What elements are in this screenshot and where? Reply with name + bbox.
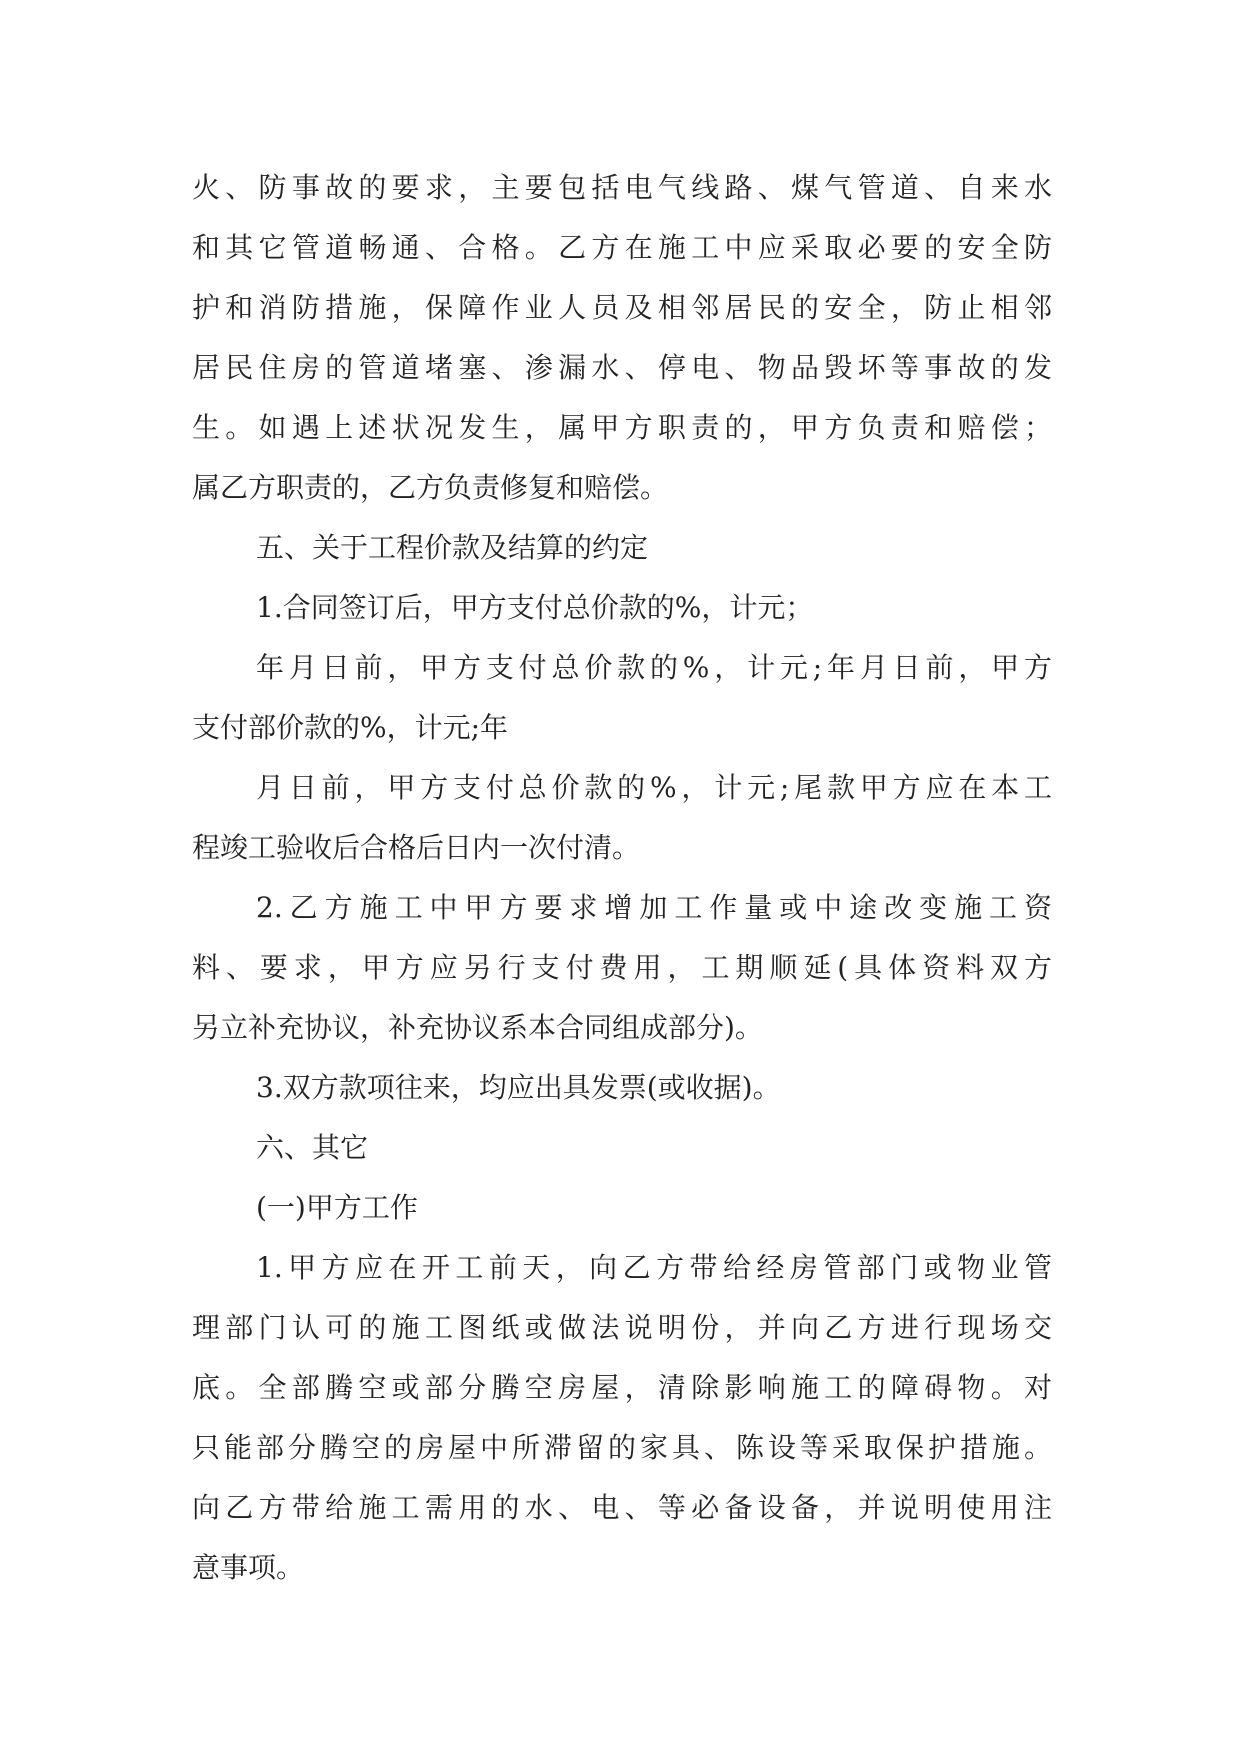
section-heading: 五、关于工程价款及结算的约定 <box>256 531 649 564</box>
text-line: 程竣工验收后合格后日内一次付清。 <box>192 831 641 864</box>
text-line: 生。如遇上述状况发生，属甲方职责的，甲方负责和赔偿； <box>192 411 1052 444</box>
section-heading: 六、其它 <box>256 1131 369 1164</box>
text-line: 属乙方职责的，乙方负责修复和赔偿。 <box>192 471 669 504</box>
text-line: 2.乙方施工中甲方要求增加工作量或中途改变施工资 <box>256 891 1052 924</box>
text-line: 月日前，甲方支付总价款的%，计元;尾款甲方应在本工 <box>256 771 1052 804</box>
text-line: 1.合同签订后，甲方支付总价款的%，计元； <box>256 591 814 624</box>
text-line: 3.双方款项往来，均应出具发票(或收据)。 <box>256 1071 781 1104</box>
text-line: 另立补充协议，补充协议系本合同组成部分)。 <box>192 1011 763 1044</box>
text-line: 向乙方带给施工需用的水、电、等必备设备，并说明使用注 <box>192 1491 1052 1524</box>
text-line: 和其它管道畅通、合格。乙方在施工中应采取必要的安全防 <box>192 231 1052 264</box>
text-line: 意事项。 <box>192 1551 305 1584</box>
text-line: 护和消防措施，保障作业人员及相邻居民的安全，防止相邻 <box>192 291 1052 324</box>
text-line: 1.甲方应在开工前天，向乙方带给经房管部门或物业管 <box>256 1251 1052 1284</box>
text-line: 理部门认可的施工图纸或做法说明份，并向乙方进行现场交 <box>192 1311 1052 1344</box>
text-line: 底。全部腾空或部分腾空房屋，清除影响施工的障碍物。对 <box>192 1371 1052 1404</box>
subsection-heading: (一)甲方工作 <box>256 1191 418 1224</box>
text-line: 年月日前，甲方支付总价款的%，计元;年月日前，甲方 <box>256 651 1052 684</box>
text-line: 支付部价款的%，计元;年 <box>192 711 509 744</box>
text-line: 火、防事故的要求，主要包括电气线路、煤气管道、自来水 <box>192 171 1052 204</box>
text-line: 居民住房的管道堵塞、渗漏水、停电、物品毁坏等事故的发 <box>192 351 1052 384</box>
contract-text <box>192 158 1052 1598</box>
text-line: 只能部分腾空的房屋中所滞留的家具、陈设等采取保护措施。 <box>192 1431 1052 1464</box>
text-line: 料、要求，甲方应另行支付费用，工期顺延(具体资料双方 <box>192 951 1052 984</box>
